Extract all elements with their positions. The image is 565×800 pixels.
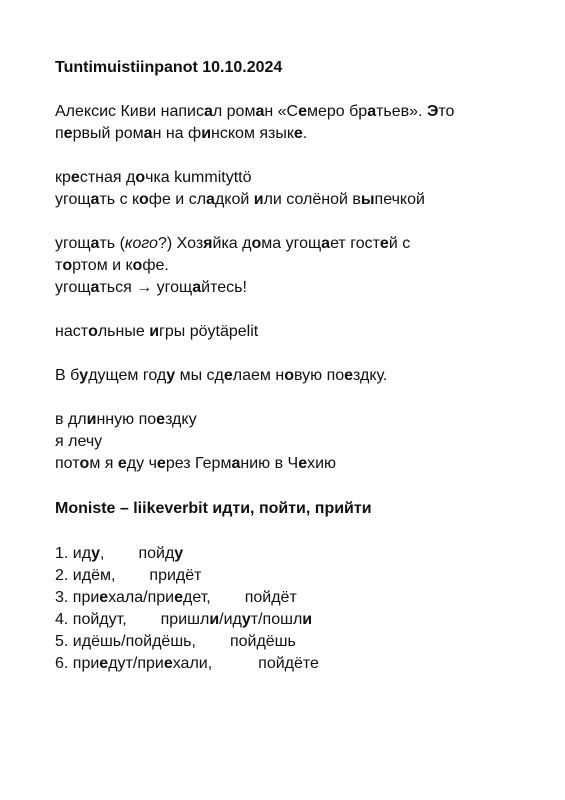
vocab-board-games bbox=[55, 321, 535, 343]
vocab-treat bbox=[55, 233, 535, 299]
list-item: 3. приехала/приедет, пойдёт bbox=[55, 589, 297, 606]
list-item: 4. пойдут, пришли/идут/пошли bbox=[55, 611, 313, 628]
paragraph-kivi bbox=[55, 101, 535, 145]
paragraph-kivi-line-1: Алексис Киви написал роман «Семеро братьев». Это bbox=[55, 103, 455, 120]
vocab-treat-line-2: тортом и кофе. bbox=[55, 257, 169, 274]
vocab-treat-line-1: угощать (кого?) Хозяйка дома угощает гостей с bbox=[55, 235, 411, 252]
sentence-future-trip bbox=[55, 365, 535, 387]
verb-form-list bbox=[55, 543, 535, 675]
paragraph-kivi-line-2: первый роман на финском языке. bbox=[55, 125, 308, 142]
moniste-heading bbox=[55, 498, 535, 520]
list-item: 5. идёшь/пойдёшь, пойдёшь bbox=[55, 633, 296, 650]
list-item: 6. приедут/приехали, пойдёте bbox=[55, 655, 319, 672]
trip-notes-line-1: в длинную поездку bbox=[55, 411, 197, 428]
sentence-future-trip-line: В будущем году мы сделаем новую поездку. bbox=[55, 367, 388, 384]
vocab-godchild bbox=[55, 167, 535, 211]
moniste-heading-text: Moniste – liikeverbit идти, пойти, прийти bbox=[55, 500, 372, 517]
vocab-godchild-line-1: крестная дочка kummityttö bbox=[55, 169, 252, 186]
list-item: 1. иду, пойду bbox=[55, 545, 184, 562]
note-title bbox=[55, 57, 535, 79]
list-item: 2. идём, придёт bbox=[55, 567, 202, 584]
vocab-treat-line-3: угощаться → угощайтесь! bbox=[55, 279, 247, 296]
trip-notes bbox=[55, 409, 535, 475]
vocab-board-games-line: настольные игры pöytäpelit bbox=[55, 323, 259, 340]
note-title-text: Tuntimuistiinpanot 10.10.2024 bbox=[55, 59, 283, 76]
vocab-godchild-line-2: угощать с кофе и сладкой или солёной выпечкой bbox=[55, 191, 425, 208]
trip-notes-line-3: потом я еду через Германию в Чехию bbox=[55, 455, 337, 472]
trip-notes-line-2: я лечу bbox=[55, 433, 103, 450]
